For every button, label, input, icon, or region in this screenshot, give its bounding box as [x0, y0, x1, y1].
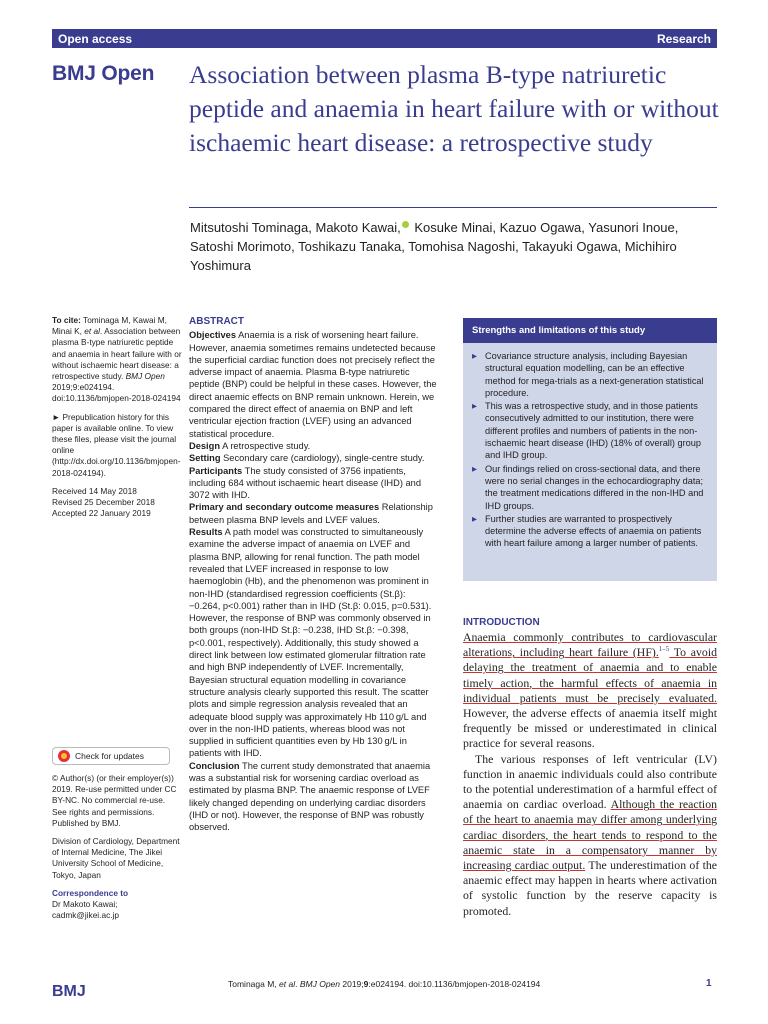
article-type-label: Research	[656, 31, 711, 46]
correspondence-name: Dr Makoto Kawai;	[52, 899, 118, 910]
intro-paragraph-1	[463, 630, 717, 752]
cite-rest: . Association between plasma B-type natriuretic peptide and anaemia in heart failure with or without ischaemic heart disease: a retrospective study.	[52, 326, 182, 382]
introduction-heading: INTRODUCTION	[463, 617, 540, 628]
footer-authors: Tominaga M,	[228, 979, 280, 989]
intro-p1-underlined-b: To avoid delaying the treatment of anaemia and to enable timely action, the harmful effects of anaemia in individual patients must be precisely evaluated.	[463, 645, 717, 705]
title-divider	[189, 207, 717, 208]
participants-text: The study consisted of 3756 inpatients, including 684 without ischaemic heart disease (IHD) and 3072 with IHD.	[189, 465, 422, 501]
page-number: 1	[706, 978, 712, 989]
sidebar	[52, 315, 182, 519]
outcome-label: Primary and secondary outcome measures	[189, 502, 380, 513]
abstract	[189, 316, 439, 833]
article-title: Association between plasma B-type natriuretic peptide and anaemia in heart failure with or without ischaemic heart disease: a retrospective study	[189, 60, 719, 157]
intro-paragraph-2	[463, 752, 717, 919]
footer-doi: :e024194. doi:10.1136/bmjopen-2018-024194	[368, 979, 541, 989]
footer-bmj-logo: BMJ	[52, 983, 86, 1000]
authors-part2: Kosuke Minai, Kazuo Ogawa, Yasunori Inoue, Satoshi Morimoto, Toshikazu Tanaka, Tomohisa Nagoshi, Takayuki Ogawa, Michihiro Yoshimura	[190, 220, 679, 273]
abstract-objectives	[189, 329, 439, 440]
affiliation: Division of Cardiology, Department of Internal Medicine, The Jikei University School of Medicine, Tokyo, Japan	[52, 836, 180, 880]
results-label: Results	[189, 527, 223, 538]
abstract-participants	[189, 465, 439, 502]
setting-label: Setting	[189, 453, 221, 464]
authors-part1: Mitsutoshi Tominaga, Makoto Kawai,	[190, 220, 401, 235]
design-text: A retrospective study.	[220, 440, 311, 451]
check-for-updates-button[interactable]	[52, 747, 170, 765]
footer-sep: .	[295, 979, 300, 989]
intro-p2-text-a: The various responses of left ventricular (LV) function in anaemic individuals could also contribute to the potential underestimation of a harmful effect of anaemia on cardiac overload.	[463, 751, 717, 812]
correspondence-title: Correspondence to	[52, 887, 129, 898]
check-updates-label: Check for updates	[75, 751, 144, 761]
strength-item: ▶ Covariance structure analysis, including Bayesian structural equation modelling, can be an effective method for mega-trials as a next-generation statistical procedure.	[472, 350, 708, 399]
abstract-outcome	[189, 501, 439, 526]
intro-p2-underlined: Although the reaction of the heart to anaemia may differ among underlying cardiac disorders, the heart tends to respond to the anaemic state in a compensatory manner by increasing cardiac output.	[463, 797, 717, 873]
introduction-body	[463, 630, 717, 919]
intro-p1-underlined-a: Anaemia commonly contributes to cardiovascular alterations, including heart failure (HF).	[463, 630, 717, 660]
footer-year: 2019;	[340, 979, 364, 989]
revised-date: Revised 25 December 2018	[52, 497, 155, 508]
open-access-label: Open access	[58, 31, 133, 46]
accepted-date: Accepted 22 January 2019	[52, 508, 151, 519]
participants-label: Participants	[189, 465, 243, 476]
citation-block	[52, 315, 182, 405]
abstract-design	[189, 440, 439, 452]
intro-p2-text-c: The underestimation of the anaemic effect may happen in hearts where activation of systolic function by the reserve capacity is promoted.	[463, 858, 717, 918]
received-date: Received 14 May 2018	[52, 485, 137, 496]
intro-p1-text: However, the adverse effects of anaemia itself might frequently be missed or underestimated in clinical practice for several reasons.	[463, 706, 717, 751]
strengths-heading: Strengths and limitations of this study	[463, 318, 717, 343]
outcome-text: Relationship between plasma BNP levels and LVEF values.	[189, 502, 433, 525]
crossmark-icon	[58, 750, 70, 762]
abstract-conclusion	[189, 760, 439, 834]
strength-item: ▶ Further studies are warranted to prospectively determine the adverse effects of anaemia on patients with heart failure among a larger number of patients.	[472, 513, 708, 550]
sidebar-lower	[52, 773, 182, 921]
objectives-label: Objectives	[189, 330, 237, 341]
strengths-limitations-box	[463, 318, 717, 581]
results-text: A path model was constructed to simultaneously examine the adverse impact of anaemia on LVEF and plasma BNP, allowing for renal function. The path model revealed that LVEF increased in response to low haemoglobin (Hb), and the phenomenon was prominent in non-IHD (standardised regression coefficients (St.β): −0.264, p<0.001) rather than in IHD (St.β: 0.015, p=0.531). However, the response of BNP was commonly observed in both groups (non-IHD St.β: −0.238, IHD St.β: −0.398, p<0.001, respectively). Additionally, this study showed a direct link between low estimated glomerular filtration rate and high BNP independently of LVEF. Incrementally, Bayesian structural equation modelling in covariance structure analysis clearly supported this result. The scatter plots and simple regression analysis revealed that an adequate blood supply was approximately Hb 110 g/L and over in the non-IHD patients, whereas blood was not supplied in sufficient quantities even by Hb 130 g/L in patients with IHD.	[189, 527, 432, 759]
strengths-list	[463, 343, 717, 550]
prepub-note: ► Prepublication history for this paper is available online. To view these files, please visit the journal online (http://dx.doi.org/10.1136/bmjopen-2018-024194).	[52, 411, 181, 478]
design-label: Design	[189, 440, 220, 451]
conclusion-text: The current study demonstrated that anaemia was a substantial risk for worsening cardiac overload as estimated by plasma BNP. The anaemic response of LVEF likely changed depending on underlying cardiac disorders (IHD or not). However, the response of BNP was robustly observed.	[189, 760, 431, 833]
abstract-heading: ABSTRACT	[189, 316, 244, 327]
reference-superscript[interactable]: 1–5	[658, 645, 670, 654]
footer-citation	[228, 979, 540, 989]
cite-etal: et al	[84, 326, 100, 337]
strength-item: ▶ This was a retrospective study, and in those patients consecutively admitted to our institution, there were different profiles and numbers of patients in the non-ischaemic heart disease (IHD) (18% of overall) group and IHD group.	[472, 400, 708, 461]
cite-journal: BMJ Open	[125, 371, 165, 382]
cite-text: Tominaga M, Kawai M, Minai K,	[52, 315, 167, 337]
footer-etal: et al	[279, 979, 296, 989]
header-banner	[52, 29, 717, 48]
footer-journal: BMJ Open	[299, 979, 340, 989]
copyright-note: © Author(s) (or their employer(s)) 2019. Re-use permitted under CC BY-NC. No commercial re-use. See rights and permissions. Published by BMJ.	[52, 773, 177, 828]
correspondence-email[interactable]: cadmk@jikei.ac.jp	[52, 910, 119, 921]
abstract-results	[189, 526, 439, 760]
author-list	[190, 218, 710, 275]
cite-label: To cite:	[52, 315, 81, 325]
setting-text: Secondary care (cardiology), single-centre study.	[220, 453, 425, 464]
objectives-text: Anaemia is a risk of worsening heart failure. However, anaemia sometimes remains undetected because the superficial cardiac function does not precisely reflect the adverse impact of anaemia. Plasma B-type natriuretic peptide (BNP) could be helpful in these cases. However, the direct anaemic effects on BNP remain unknown. Herein, we compared the direct effect of anaemia on BNP and left ventricular ejection fraction (LVEF) using an advanced statistical procedure.	[189, 330, 437, 439]
journal-logo: BMJ Open	[52, 62, 155, 85]
cite-doi: 2019;9:e024194. doi:10.1136/bmjopen-2018-024194	[52, 382, 181, 404]
orcid-icon[interactable]	[402, 221, 409, 228]
footer-volume: 9	[363, 979, 369, 989]
abstract-setting	[189, 452, 439, 464]
conclusion-label: Conclusion	[189, 760, 240, 771]
strength-item: ▶ Our findings relied on cross-sectional data, and there were no serial changes in the echocardiography data; the treatment medications differed in the non-IHD and IHD groups.	[472, 463, 708, 512]
